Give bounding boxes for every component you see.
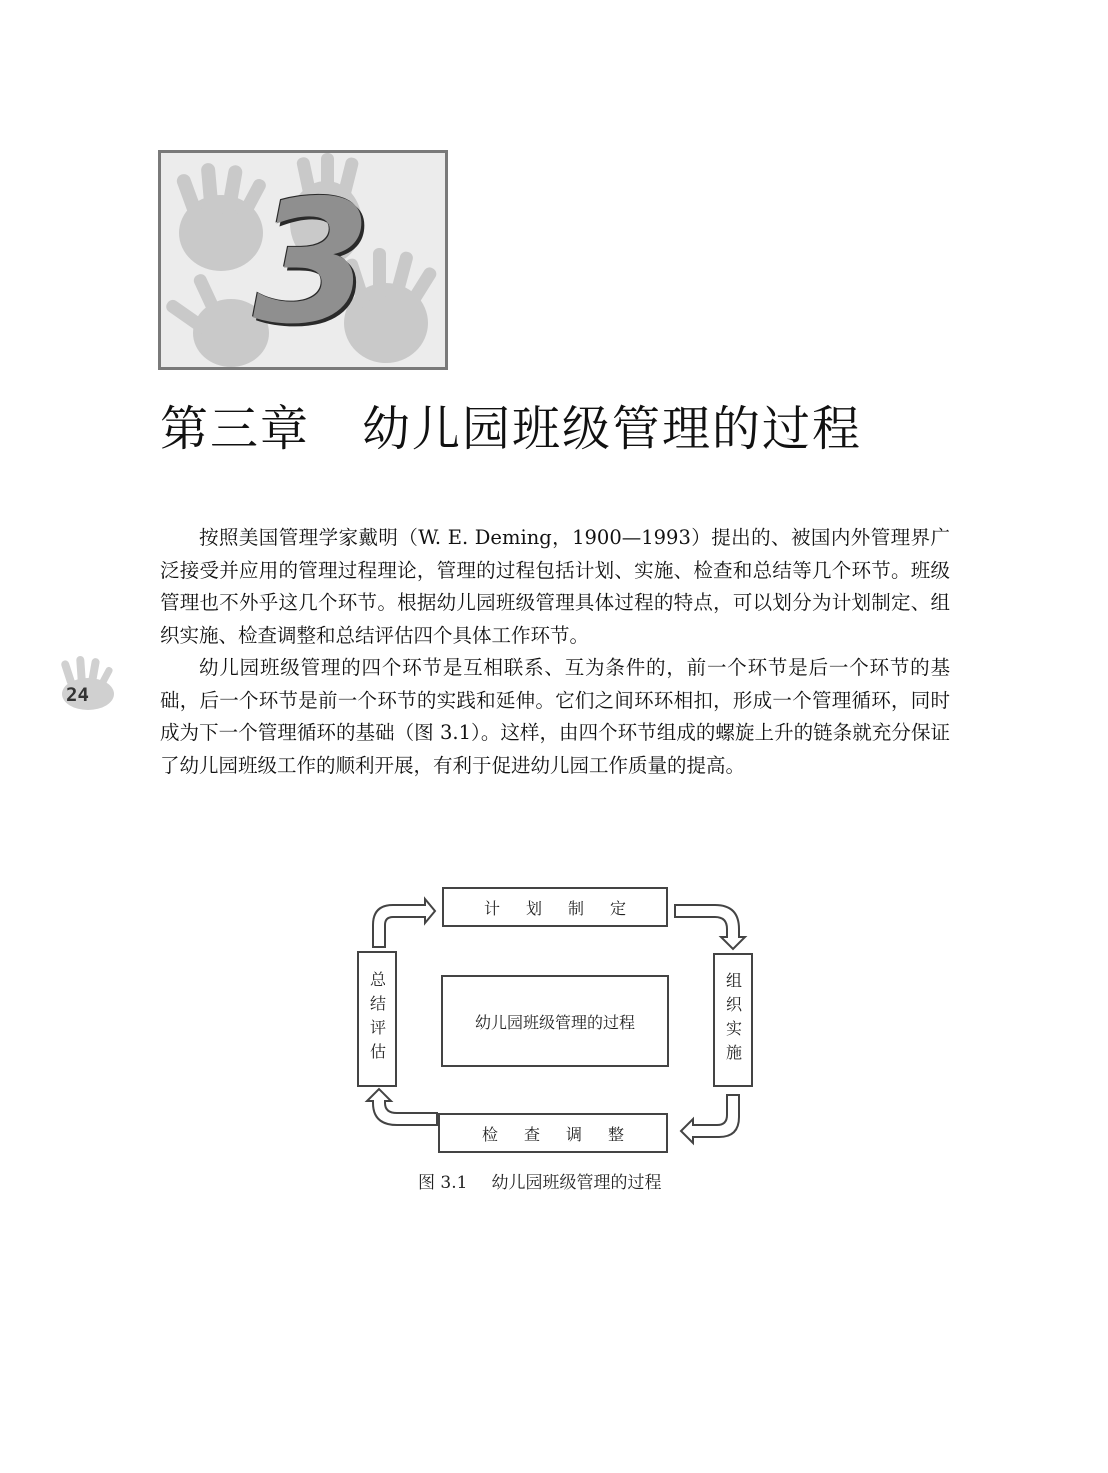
caption-number: 图 3.1 [418,1173,468,1193]
paragraph: 按照美国管理学家戴明（W. E. Deming，1900—1993）提出的、被国内外管理界广泛接受并应用的管理过程理论，管理的过程包括计划、实施、检查和总结等几个环节。班级管理也不外乎这几个环节。根据幼儿园班级管理具体过程的特点，可以划分为计划制定、组织实施、检查调整和总结评估四个具体工作环节。 [160,526,950,647]
chapter-number: 3 [253,164,372,362]
page-number: 24 [66,684,89,706]
step-check: 检查调整 [438,1113,668,1153]
chapter-title [160,390,862,459]
diagram-center: 幼儿园班级管理的过程 [441,975,669,1067]
step-implement: 组织实施 [713,953,753,1087]
arrow-to-implement [675,905,745,949]
paragraph: 幼儿园班级管理的四个环节是互相联系、互为条件的，前一个环节是后一个环节的基础，后一个环节是前一个环节的实践和延伸。它们之间环环相扣，形成一个管理循环，同时成为下一个管理循环的基础（图 3.1）。这样，由四个环节组成的螺旋上升的链条就充分保证了幼儿园班级工作的顺利开展，有利于促进幼儿园工作质量的提高。 [160,656,950,777]
cycle-diagram [355,885,757,1155]
arrow-to-summary [367,1089,437,1125]
step-plan: 计划制定 [442,887,668,927]
arrow-to-plan [373,899,435,947]
arrow-to-check [681,1095,739,1143]
chapter-emblem [158,150,448,370]
chapter-label: 第三章 [160,401,311,457]
chapter-title-text: 幼儿园班级管理的过程 [362,401,863,457]
caption-text: 幼儿园班级管理的过程 [491,1173,662,1193]
body-text [160,522,950,782]
step-summary: 总结评估 [357,951,397,1087]
figure-caption [418,1168,661,1193]
